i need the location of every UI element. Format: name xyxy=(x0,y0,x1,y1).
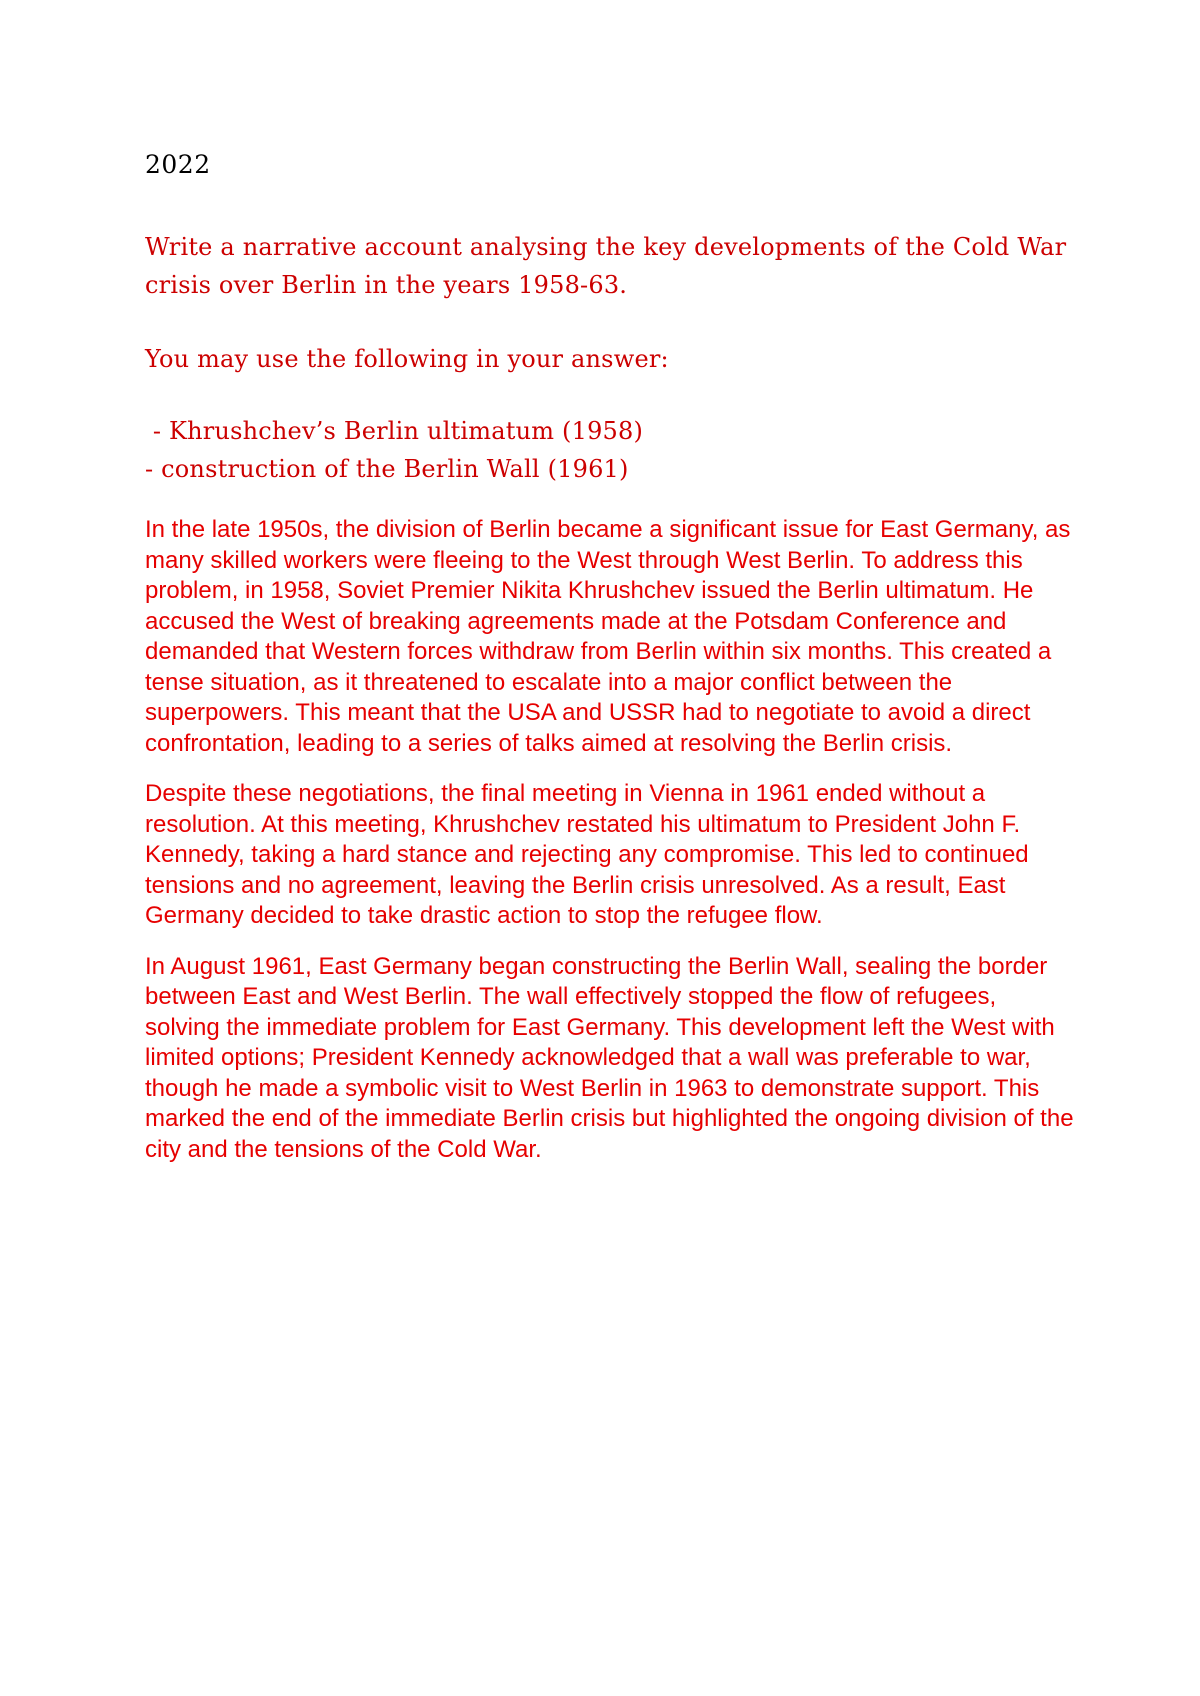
bullet-item: - construction of the Berlin Wall (1961) xyxy=(145,455,629,483)
bullet-list xyxy=(145,412,1075,488)
bullet-item: - Khrushchev’s Berlin ultimatum (1958) xyxy=(145,417,644,445)
answer-body xyxy=(145,515,1075,1185)
document-year: 2022 xyxy=(145,150,211,179)
answer-paragraph: In August 1961, East Germany began constructing the Berlin Wall, sealing the border between East and West Berlin. The wall effectively stopped the flow of refugees, solving the immediate problem for East Germany. This development left the West with limited options; President Kennedy acknowledged that a wall was preferable to war, though he made a symbolic visit to West Berlin in 1963 to demonstrate support. This marked the end of the immediate Berlin crisis but highlighted the ongoing division of the city and the tensions of the Cold War. xyxy=(145,952,1074,1163)
essay-question: Write a narrative account analysing the key developments of the Cold War crisis over Berlin in the years 1958-63. xyxy=(145,233,1067,299)
answer-paragraph: In the late 1950s, the division of Berlin became a significant issue for East Germany, as many skilled workers were fleeing to the West through West Berlin. To address this problem, in 1958, Soviet Premier Nikita Khrushchev issued the Berlin ultimatum. He accused the West of breaking agreements made at the Potsdam Conference and demanded that Western forces withdraw from Berlin within six months. This created a tense situation, as it threatened to escalate into a major conflict between the superpowers. This meant that the USA and USSR had to negotiate to avoid a direct confrontation, leading to a series of talks aimed at resolving the Berlin crisis. xyxy=(145,516,1071,757)
essay-instruction: You may use the following in your answer: xyxy=(145,345,669,373)
answer-paragraph: Despite these negotiations, the final meeting in Vienna in 1961 ended without a resolution. At this meeting, Khrushchev restated his ultimatum to President John F. Kennedy, taking a hard stance and rejecting any compromise. This led to continued tensions and no agreement, leaving the Berlin crisis unresolved. As a result, East Germany decided to take drastic action to stop the refugee flow. xyxy=(145,780,1029,929)
